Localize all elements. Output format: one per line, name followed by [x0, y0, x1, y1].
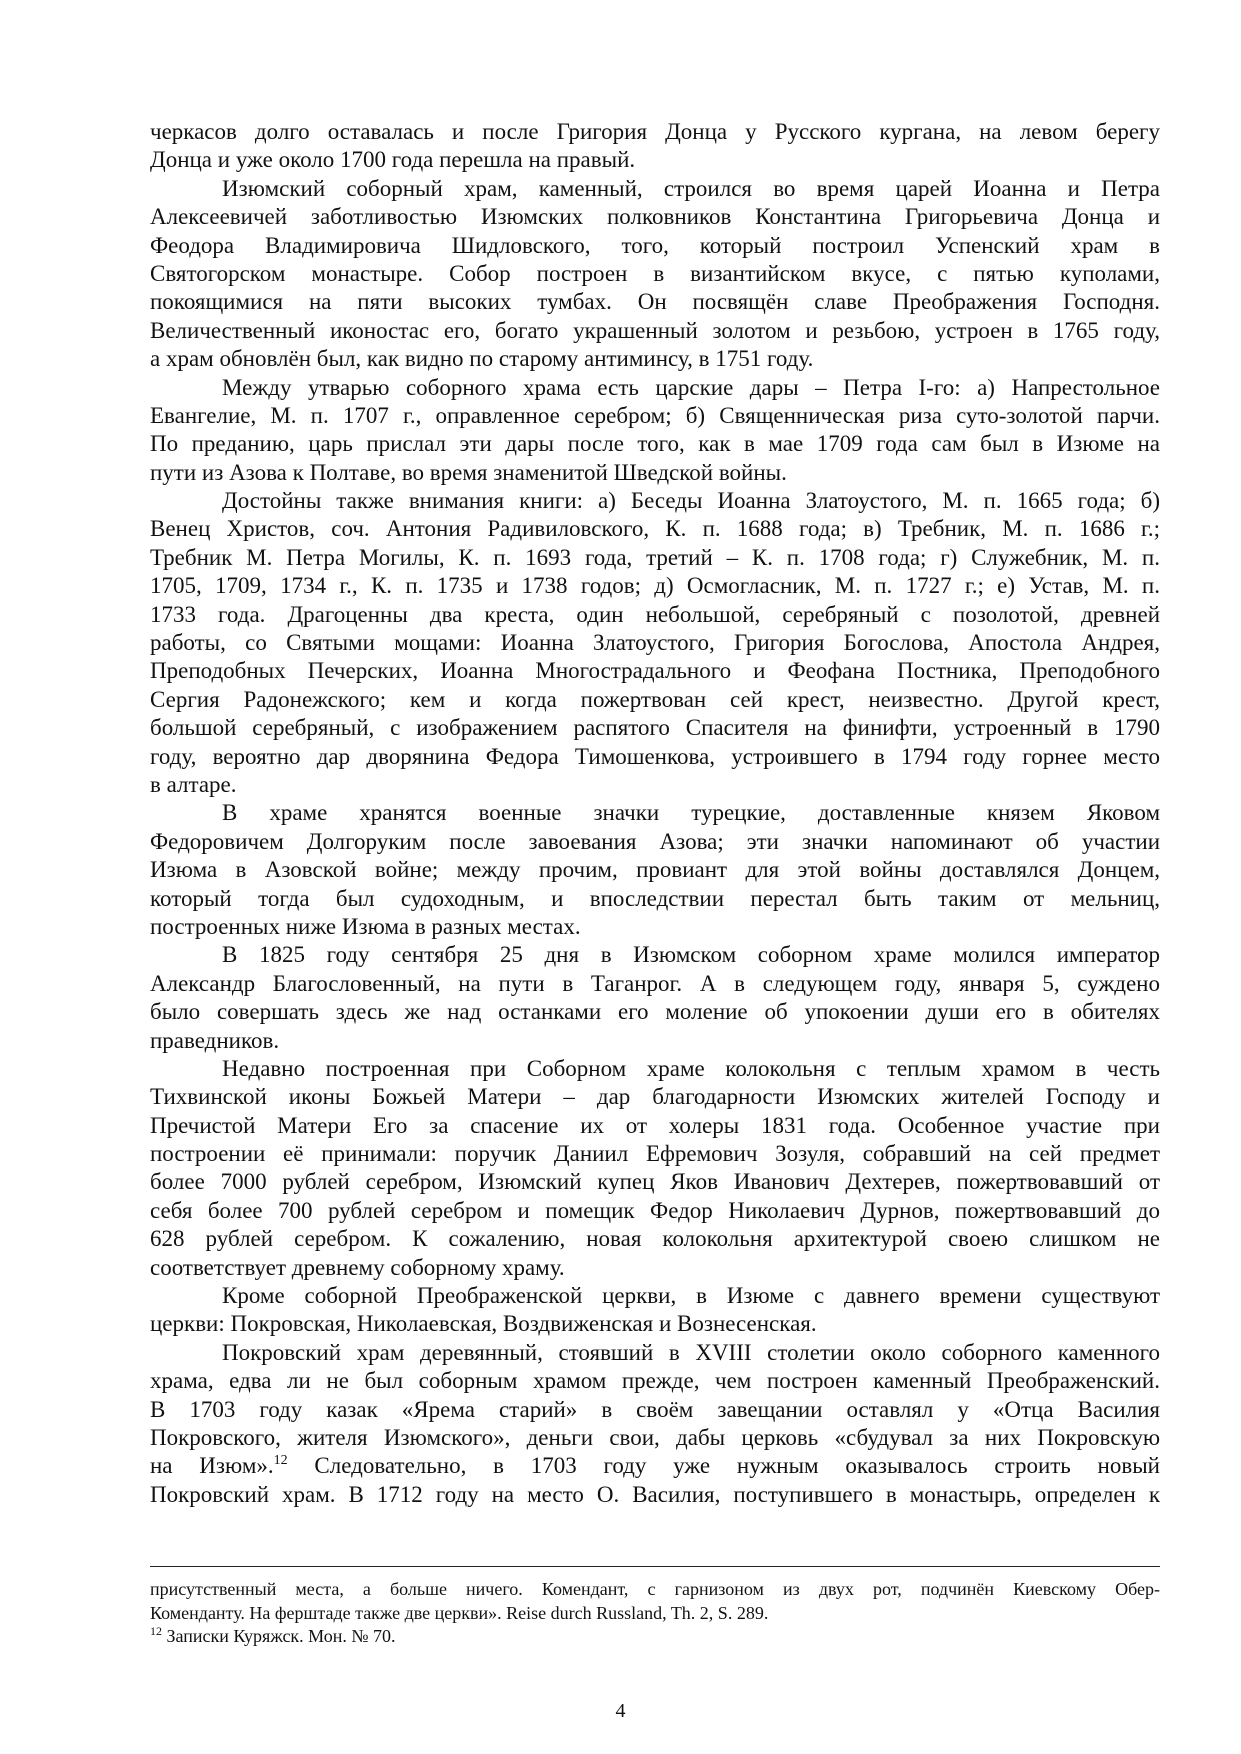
footnote-line	[150, 1578, 1160, 1602]
footnote-line	[150, 1602, 1160, 1626]
text-line: Покровского, жителя Изюмского», деньги свои, дабы церковь «сбудувал за них Покровскую	[150, 1424, 1160, 1450]
text-line: соответствует древнему соборному храму.	[150, 1254, 565, 1280]
text-line: Алексеевичей заботливостью Изюмских полковников Константина Григорьевича Донца и	[150, 204, 1160, 230]
text-line: Изюма в Азовской войне; между прочим, провиант для этой войны доставлялся Донцем,	[150, 857, 1160, 883]
text-line: году, вероятно дар дворянина Федора Тимошенкова, устроившего в 1794 году горнее место	[150, 743, 1160, 769]
text-line: Александр Благословенный, на пути в Таганрог. А в следующем году, января 5, суждено	[150, 970, 1160, 996]
text-line: Пречистой Матери Его за спасение их от холеры 1831 года. Особенное участие при	[150, 1112, 1160, 1138]
footnote-text: Коменданту. На ферштаде также две церкви». Reise durch Russland, Th. 2, S. 289.	[150, 1602, 769, 1623]
paragraph	[150, 941, 1160, 1055]
text-line: черкасов долго оставалась и после Григория Донца у Русского кургана, на левом берегу	[150, 119, 1160, 144]
text-line: Недавно построенная при Соборном храме колокольня с теплым храмом в честь	[222, 1055, 1160, 1081]
text-line: большой серебряный, с изображением распятого Спасителя на финифти, устроенный в 1790	[150, 715, 1160, 741]
footnote-ref: 12	[273, 1453, 288, 1469]
text-line: работы, со Святыми мощами: Иоанна Златоустого, Григория Богослова, Апостола Андрея,	[150, 630, 1160, 656]
text-line: Сергия Радонежского; кем и когда пожертвован сей крест, неизвестно. Другой крест,	[150, 686, 1160, 712]
text-line: Покровский храм деревянный, стоявший в XVIII столетии около соборного каменного	[222, 1339, 1160, 1365]
body-text	[150, 118, 1160, 1509]
text-line: пути из Азова к Полтаве, во время знаменитой Шведской войны.	[150, 459, 787, 485]
text-line: 1733 года. Драгоценны два креста, один небольшой, серебряный с позолотой, древней	[150, 601, 1160, 627]
text-line: Кроме соборной Преображенской церкви, в Изюме с давнего времени существуют	[222, 1283, 1160, 1309]
page-number: 4	[615, 1700, 626, 1722]
text-line: Между утварью соборного храма есть царские дары – Петра I-го: а) Напрестольное	[222, 374, 1160, 400]
paragraph	[150, 374, 1160, 488]
text-line: Преподобных Печерских, Иоанна Многострадального и Феофана Постника, Преподобного	[150, 658, 1160, 684]
text-line: который тогда был судоходным, и впоследствии перестал быть таким от мельниц,	[150, 885, 1160, 911]
footnote-number: 12	[150, 1624, 162, 1638]
text-line: храма, едва ли не был соборным храмом прежде, чем построен каменный Преображенский.	[150, 1368, 1160, 1394]
text-line: Святогорском монастыре. Собор построен в византийском вкусе, с пятью куполами,	[150, 260, 1160, 286]
text-line: было совершать здесь же над останками его моление об упокоении души его в обителях	[150, 999, 1160, 1025]
text-line: 628 рублей серебром. К сожалению, новая колокольня архитектурой своею слишком не	[150, 1226, 1160, 1252]
text-line: Федоровичем Долгоруким после завоевания Азова; эти значки напоминают об участии	[150, 828, 1160, 854]
footnote-line	[150, 1625, 1160, 1649]
text-line: В 1825 году сентября 25 дня в Изюмском соборном храме молился император	[222, 942, 1160, 968]
paragraph	[150, 487, 1160, 799]
footnote-separator	[150, 1566, 1160, 1567]
text-segment: Следовательно, в 1703 году уже нужным оказывалось строить новый	[287, 1453, 1160, 1479]
text-line: Евангелие, М. п. 1707 г., оправленное серебром; б) Священническая риза суто-золотой парчи.	[150, 402, 1160, 428]
text-line: Покровский храм. В 1712 году на место О. Василия, поступившего в монастырь, определен к	[150, 1481, 1160, 1507]
text-line: праведников.	[150, 1027, 280, 1053]
text-line: построении её принимали: поручик Даниил Ефремович Зозуля, собравший на сей предмет	[150, 1141, 1160, 1167]
text-line: В 1703 году казак «Ярема старий» в своём завещании оставлял у «Отца Василия	[150, 1396, 1160, 1422]
text-line: Феодора Владимировича Шидловского, того, который построил Успенский храм в	[150, 232, 1160, 258]
text-line: покоящимися на пяти высоких тумбах. Он посвящён славе Преображения Господня.	[150, 289, 1160, 315]
text-line: По преданию, царь прислал эти дары после того, как в мае 1709 года сам был в Изюме на	[150, 431, 1160, 457]
text-segment: на Изюм».	[150, 1453, 274, 1479]
footnote-text: Записки Куряжск. Мон. № 70.	[162, 1626, 396, 1646]
paragraph	[150, 1055, 1160, 1282]
paragraph	[150, 175, 1160, 374]
text-line: более 7000 рублей серебром, Изюмский купец Яков Иванович Дехтерев, пожертвовавший от	[150, 1169, 1160, 1195]
text-line: Донца и уже около 1700 года перешла на правый.	[150, 147, 636, 173]
paragraph	[150, 1282, 1160, 1339]
text-line: Требник М. Петра Могилы, К. п. 1693 года, третий – К. п. 1708 года; г) Служебник, М. п.	[150, 544, 1160, 570]
text-line: церкви: Покровская, Николаевская, Воздвиженская и Вознесенская.	[150, 1311, 817, 1337]
text-line: 1705, 1709, 1734 г., К. п. 1735 и 1738 годов; д) Осмогласник, М. п. 1727 г.; е) Устав, М. п.	[150, 573, 1160, 599]
text-line: Достойны также внимания книги: а) Беседы Иоанна Златоустого, М. п. 1665 года; б)	[222, 488, 1160, 514]
text-line: Изюмский соборный храм, каменный, строился во время царей Иоанна и Петра	[222, 175, 1160, 201]
text-line: построенных ниже Изюма в разных местах.	[150, 913, 581, 939]
text-line: В храме хранятся военные значки турецкие, доставленные князем Яковом	[222, 800, 1160, 826]
footnote-text: присутственный места, а больше ничего. Комендант, с гарнизоном из двух рот, подчинён Киевскому Обер-	[150, 1579, 1160, 1599]
text-line: Тихвинской иконы Божьей Матери – дар благодарности Изюмских жителей Господу и	[150, 1084, 1160, 1110]
text-line: в алтаре.	[150, 771, 237, 797]
text-line: Величественный иконостас его, богато украшенный золотом и резьбою, устроен в 1765 году,	[150, 317, 1160, 343]
footnotes	[150, 1578, 1160, 1649]
text-line: Венец Христов, соч. Антония Радивиловского, К. п. 1688 года; в) Требник, М. п. 1686 г.;	[150, 516, 1160, 542]
text-line	[150, 1452, 1160, 1480]
text-line: себя более 700 рублей серебром и помещик Федор Николаевич Дурнов, пожертвовавший до	[150, 1197, 1160, 1223]
paragraph	[150, 1339, 1160, 1509]
text-line: а храм обновлён был, как видно по старому антиминсу, в 1751 году.	[150, 346, 814, 372]
paragraph	[150, 118, 1160, 175]
paragraph	[150, 799, 1160, 941]
